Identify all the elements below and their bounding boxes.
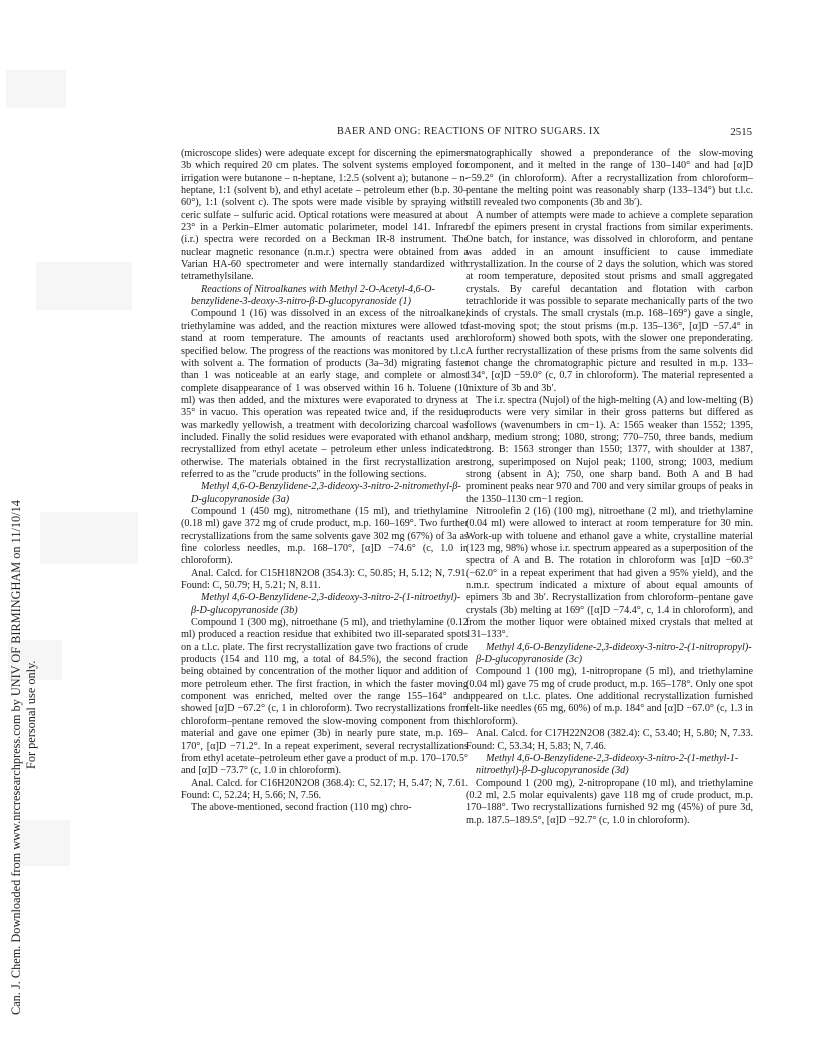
paragraph: (microscope slides) were adequate except for discerning the epimers 3b which required 20 cm plates. The solvent systems employed for irrigation were butanone – n-heptane, 1:2.5 (solvent a); butanone – n-heptane, 1:1 (solvent b), and ethyl acetate – petroleum ether (b.p. 30–60°), 1:1 (solvent c). The spots were made visible by spraying with ceric sulfate – sulfuric acid. Optical rotations were measured at about 23° in a Perkin–Elmer automatic polarimeter, model 141. Infrared (i.r.) spectra were recorded on a Beckman IR-8 instrument. The nuclear magnetic resonance (n.m.r.) spectra were obtained from a Varian HA-60 spectrometer and were internally standardized with tetramethylsilane. bbox=[181, 148, 468, 283]
paragraph: Compound 1 (16) was dissolved in an excess of the nitroalkane, triethylamine was added, and the reaction mixtures were allowed to stand at room temperature. The amounts of reactants used are specified below. The progress of the reactions was monitored by t.l.c. with solvent a. The formation of products (3a–3d) migrating faster than 1 was noticeable at an early stage, and complete or almost complete disappearance of 1 was observed within 16 h. Toluene (10 ml) was then added, and the mixtures were evaporated to dryness at 35° in vacuo. This operation was repeated twice and, if the residue was markedly yellowish, a treatment with decolorizing charcoal was included. Finally the solid residues were evaporated with ethanol and recrystallized from ethyl acetate – petroleum ether unless indicated otherwise. The materials obtained in the first recrystallization are referred to as the "crude products" in the following sections. bbox=[181, 308, 468, 480]
section-heading: Methyl 4,6-O-Benzylidene-2,3-dideoxy-3-nitro-2-(1-nitropropyl)-β-D-glucopyranoside (3c) bbox=[476, 641, 752, 666]
paragraph: Compound 1 (200 mg), 2-nitropropane (10 ml), and triethylamine (0.2 ml, 2.5 molar equivalents) gave 118 mg of crude product, m.p. 170–188°. Two recrystallizations furnished 92 mg (45%) of pure 3d, m.p. 187.5–189.5°, [α]D −92.7° (c, 1.0 in chloroform). bbox=[466, 777, 753, 826]
paragraph: Compound 1 (450 mg), nitromethane (15 ml), and triethylamine (0.18 ml) gave 372 mg of crude product, m.p. 160–169°. Two further recrystallizations from the same solvents gave 302 mg (67%) of 3a as fine colorless needles, m.p. 168–170°, [α]D −74.6° (c, 1.0 in chloroform). bbox=[181, 505, 468, 567]
watermark-line-2: For personal use only. bbox=[23, 660, 38, 769]
paragraph: Anal. Calcd. for C17H22N2O8 (382.4): C, 53.40; H, 5.80; N, 7.33. Found: C, 53.34; H, 5.83; N, 7.46. bbox=[466, 728, 753, 752]
paragraph: Anal. Calcd. for C16H20N2O8 (368.4): C, 52.17; H, 5.47; N, 7.61. Found: C, 52.24; H, 5.66; N, 7.56. bbox=[181, 777, 468, 801]
section-heading: Methyl 4,6-O-Benzylidene-2,3-dideoxy-3-nitro-2-(1-methyl-1-nitroethyl)-β-D-glucopyranoside (3d) bbox=[476, 752, 739, 777]
left-margin-strip bbox=[0, 0, 150, 1053]
paragraph: The above-mentioned, second fraction (110 mg) chro- bbox=[191, 802, 412, 814]
section-heading: Methyl 4,6-O-Benzylidene-2,3-dideoxy-3-nitro-2-nitromethyl-β-D-glucopyranoside (3a) bbox=[191, 481, 461, 505]
page-number: 2515 bbox=[730, 126, 752, 138]
download-watermark bbox=[9, 500, 38, 1015]
page-header bbox=[182, 126, 752, 142]
paragraph: A number of attempts were made to achieve a complete separation of the epimers present in crystal fractions from similar experiments. One batch, for instance, was dissolved in chloroform, and pentane was added in an amount insufficient to cause immediate crystallization. In the course of 2 days the solution, which was stored at room temperature, deposited stout prisms and small aggregated crystals. By careful decantation and flotation with carbon tetrachloride it was possible to separate mechanically parts of the two kinds of crystals. The small crystals (m.p. 168–169°) gave a single, fast-moving spot; the stout prisms (m.p. 135–136°, [α]D −57.4° in chloroform) showed both spots, with the slower one preponderating. A further recrystallization of these prisms from the same solvents did not change the chromatographic picture and resulted in m.p. 133–134°, [α]D −59.0° (c, 0.7 in chloroform). The material represented a mixture of 3b and 3b′. bbox=[466, 209, 753, 394]
paragraph: Compound 1 (100 mg), 1-nitropropane (5 ml), and triethylamine (0.04 ml) gave 75 mg of crude product, m.p. 165–178°. Only one spot appeared on t.l.c. plates. One additional recrystallization furnished felt-like needles (65 mg, 60%) of m.p. 184° and [α]D −67.0° (c, 1.3 in chloroform). bbox=[466, 666, 753, 727]
paragraph: Nitroolefin 2 (16) (100 mg), nitroethane (2 ml), and triethylamine (0.04 ml) were allowed to interact at room temperature for 30 min. Work-up with toluene and ethanol gave a white, crystalline material (123 mg, 98%) whose i.r. spectrum appeared as a superposition of the spectra of A and B. The rotation in chloroform was [α]D −60.3° (−62.0° in a repeat experiment that had given a 95% yield), and the n.m.r. spectrum indicated a mixture of about equal amounts of epimers 3b and 3b′. Recrystallization from chloroform–pentane gave crystals (3b) melting at 169° ([α]D −74.4°, c, 1.4 in chloroform), and from the mother liquor were obtained mixed crystals that melted at 131–133°. bbox=[466, 505, 753, 641]
section-heading: Methyl 4,6-O-Benzylidene-2,3-dideoxy-3-nitro-2-(1-nitroethyl)-β-D-glucopyranoside (3b) bbox=[191, 592, 461, 616]
watermark-line-1: Can. J. Chem. Downloaded from www.nrcresearchpress.com by UNIV OF BIRMINGHAM on 11/10/14 bbox=[9, 500, 23, 1015]
left-column bbox=[181, 148, 468, 815]
section-heading: Reactions of Nitroalkanes with Methyl 2-O-Acetyl-4,6-O-benzylidene-3-deoxy-3-nitro-β-D-glucopyranoside (1) bbox=[191, 283, 435, 308]
paragraph: Compound 1 (300 mg), nitroethane (5 ml), and triethylamine (0.12 ml) produced a reaction residue that exhibited two ill-separated spots on a t.l.c. plate. The first recrystallization gave two fractions of crude products (154 and 110 mg, a total of 84.5%), the second fraction being obtained by concentration of the mother liquor and addition of more petroleum ether. The first fraction, in which the faster moving component was enriched, melted over the range 155–164° and showed [α]D −67.2° (c, 1 in chloroform). Two recrystallizations from chloroform–pentane removed the slow-moving component from this material and gave one epimer (3b) in nearly pure state, m.p. 169–170°, [α]D −71.2°. In a repeat experiment, several recrystallizations from ethyl acetate–petroleum ether gave a product of m.p. 170–170.5° and [α]D −73.7° (c, 1.0 in chloroform). bbox=[181, 617, 468, 777]
running-title: BAER AND ONG: REACTIONS OF NITRO SUGARS. IX bbox=[337, 126, 601, 137]
paragraph: Anal. Calcd. for C15H18N2O8 (354.3): C, 50.85; H, 5.12; N, 7.91. Found: C, 50.79; H, 5.21; N, 8.11. bbox=[181, 567, 468, 592]
right-column bbox=[466, 148, 753, 827]
paragraph: The i.r. spectra (Nujol) of the high-melting (A) and low-melting (B) products were very similar in their gross patterns but differed as follows (wavenumbers in cm−1). A: 1565 weaker than 1552; 1395, sharp, medium strong; 1080, strong; 770–750, three bands, medium strong. B: 1563 stronger than 1550; 1377, with shoulder at 1387, strong, superimposed on Nujol peak; 1100, strong; 1003, medium strong (absent in A); 750, one sharp band. Both A and B had prominent peaks near 970 and 700 and very similar groups of peaks in the 1350–1130 cm−1 region. bbox=[466, 394, 753, 505]
paragraph: matographically showed a preponderance of the slow-moving component, and it melted in the range of 130–140° and had [α]D −59.2° (in chloroform). After a recrystallization from chloroform–pentane the melting point was reasonably sharp (133–134°) but t.l.c. still revealed two components (3b and 3b′). bbox=[466, 148, 753, 209]
